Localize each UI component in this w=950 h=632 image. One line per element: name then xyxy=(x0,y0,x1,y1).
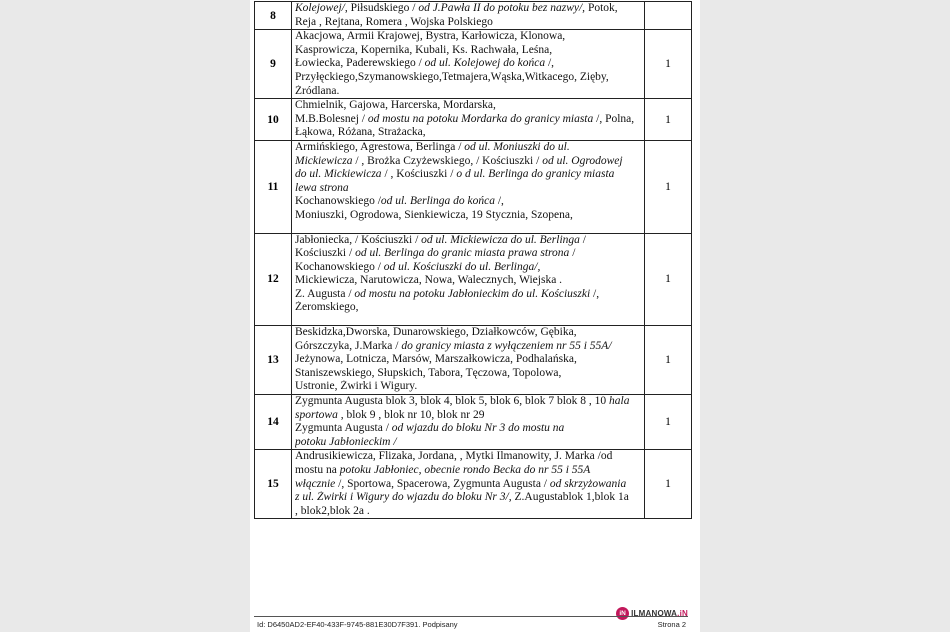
street-line xyxy=(295,195,641,209)
row-number: 9 xyxy=(255,30,292,99)
street-line xyxy=(295,85,641,99)
street-line xyxy=(295,409,641,423)
street-line xyxy=(295,450,641,464)
street-range-note: hala xyxy=(609,395,630,408)
street-names: /, xyxy=(545,57,555,70)
row-number: 14 xyxy=(255,395,292,450)
street-names: Chmielnik, Gajowa, Harcerska, Mordarska, xyxy=(295,99,496,112)
street-range-note: od ul. Kolejowej do końca xyxy=(424,57,546,70)
street-range-note: od ul. Ogrodowej xyxy=(542,154,623,167)
document-page xyxy=(250,0,700,632)
street-range-note: od ul. Berlinga do końca xyxy=(380,195,495,208)
street-range-note: do granicy miasta z wyłączeniem nr 55 i 55A/ xyxy=(401,339,612,352)
street-names: , blok 9 , blok nr 10, blok nr 29 xyxy=(337,408,485,421)
street-range-note: od mostu na potoku Jabłonieckim do ul. Kościuszki xyxy=(354,287,591,300)
row-count: 1 xyxy=(645,99,692,141)
row-number: 13 xyxy=(255,326,292,395)
street-names: / xyxy=(569,247,576,260)
street-range-note: od ul. Moniuszki do ul. xyxy=(464,140,570,153)
street-line xyxy=(295,57,641,71)
table-row xyxy=(255,99,692,141)
street-list xyxy=(292,2,645,30)
street-names: Górszczyka, J.Marka / xyxy=(295,339,402,352)
street-names: Zygmunta Augusta blok 3, blok 4, blok 5, blok 6, blok 7 blok 8 , 10 xyxy=(295,395,610,408)
row-count: 1 xyxy=(645,395,692,450)
street-names: Źródlana. xyxy=(295,84,340,97)
street-line xyxy=(295,464,641,478)
street-names: , blok2,blok 2a . xyxy=(295,504,370,517)
street-range-note: włącznie xyxy=(295,477,336,490)
street-line xyxy=(295,274,641,288)
street-range-note: Kolejowej/ xyxy=(295,2,345,14)
street-line xyxy=(295,234,641,248)
street-names: Reja , Rejtana, Romera , Wojska Polskiego xyxy=(295,15,493,28)
street-range-note: od ul. Berlinga do granic miasta prawa strona xyxy=(355,247,570,260)
street-names: Z.Augustablok 1,blok 1a xyxy=(511,491,629,504)
table-row xyxy=(255,2,692,30)
street-line xyxy=(295,505,641,519)
street-line xyxy=(295,491,641,505)
street-names: Andrusikiewicza, Flizaka, Jordana, , Mytki Ilmanowity, J. Marka /od xyxy=(295,450,613,463)
street-range-note: potoku Jabłonieckim / xyxy=(295,435,397,448)
street-range-note: Mickiewicza xyxy=(295,154,353,167)
street-names: Staniszewskiego, Słupskich, Tabora, Tęczowa, Topolowa, xyxy=(295,366,562,379)
row-count: 1 xyxy=(645,326,692,395)
street-list xyxy=(292,140,645,233)
table-row xyxy=(255,326,692,395)
street-names: Jeżynowa, Lotnicza, Marsów, Marszałkowicza, Podhalańska, xyxy=(295,353,577,366)
street-range-note: od wjazdu do bloku Nr 3 do mostu na xyxy=(391,422,565,435)
street-names: Kościuszki / xyxy=(295,247,356,260)
street-line xyxy=(295,168,641,182)
street-line xyxy=(295,141,641,155)
table-row xyxy=(255,140,692,233)
street-line xyxy=(295,353,641,367)
street-names: /, xyxy=(494,195,504,208)
row-count: 1 xyxy=(645,30,692,99)
street-names: Potok, xyxy=(585,2,618,14)
street-line xyxy=(295,422,641,436)
street-line xyxy=(295,478,641,492)
street-names: /, Polna, xyxy=(593,112,635,125)
row-number: 11 xyxy=(255,140,292,233)
watermark-logo xyxy=(616,607,688,620)
street-line xyxy=(295,99,641,113)
street-list xyxy=(292,233,645,326)
street-names: /, xyxy=(590,287,600,300)
page-number: Strona 2 xyxy=(657,620,686,629)
row-count xyxy=(645,2,692,30)
street-names: Z. Augusta / xyxy=(295,287,355,300)
street-names: Zygmunta Augusta / xyxy=(295,422,392,435)
street-range-note: od ul. Mickiewicza do ul. Berlinga xyxy=(421,233,580,246)
street-names: Moniuszki, Ogrodowa, Sienkiewicza, 19 Stycznia, Szopena, xyxy=(295,208,573,221)
street-line xyxy=(295,2,641,16)
footer-divider xyxy=(254,616,688,617)
street-range-note: lewa strona xyxy=(295,181,349,194)
street-names: /, Sportowa, Spacerowa, Zygmunta Augusta / xyxy=(335,477,550,490)
table-row xyxy=(255,395,692,450)
street-line xyxy=(295,436,641,450)
street-names: / xyxy=(579,233,586,246)
street-range-note: potoku Jabłoniec, obecnie rondo Becka do nr 55 i 55A xyxy=(339,464,591,476)
street-range-note: od J.Pawła II do potoku bez nazwy/, xyxy=(418,2,586,14)
street-names: Ustronie, Żwirki i Wigury. xyxy=(295,380,418,393)
street-names: Przyłęckiego,Szymanowskiego,Tetmajera,Wąska,Witkacego, Zięby, xyxy=(295,70,609,83)
row-number: 8 xyxy=(255,2,292,30)
street-table xyxy=(254,1,692,519)
street-names: , Piłsudskiego / xyxy=(344,2,419,14)
street-names: Kochanowskiego / xyxy=(295,195,381,208)
street-range-note: z ul. Żwirki i Wigury do wjazdu do bloku Nr 3/, xyxy=(295,491,512,504)
street-list xyxy=(292,30,645,99)
table-row xyxy=(255,233,692,326)
street-range-note: do ul. Mickiewicza xyxy=(295,168,382,181)
row-number: 12 xyxy=(255,233,292,326)
street-line xyxy=(295,182,641,196)
street-list xyxy=(292,99,645,141)
street-names: Beskidzka,Dworska, Dunarowskiego, Działkowców, Gębika, xyxy=(295,326,577,339)
street-names: Żeromskiego, xyxy=(295,301,359,314)
street-line xyxy=(295,288,641,302)
street-list xyxy=(292,450,645,519)
street-range-note: od mostu na potoku Mordarka do granicy miasta xyxy=(367,112,594,125)
table-row xyxy=(255,450,692,519)
street-line xyxy=(295,340,641,354)
street-names: M.B.Bolesnej / xyxy=(295,112,368,125)
spacer xyxy=(295,223,641,233)
logo-circle-icon: iN xyxy=(616,607,629,620)
row-count: 1 xyxy=(645,233,692,326)
row-count: 1 xyxy=(645,450,692,519)
street-names: Kasprowicza, Kopernika, Kubali, Ks. Rachwała, Leśna, xyxy=(295,43,553,56)
street-line xyxy=(295,30,641,44)
street-names: Jabłoniecka, / Kościuszki / xyxy=(295,233,422,246)
street-names: / , Brożka Czyżewskiego, / Kościuszki / xyxy=(352,154,543,167)
street-line xyxy=(295,247,641,261)
street-names: Armińskiego, Agrestowa, Berlinga / xyxy=(295,140,465,153)
street-names: mostu na xyxy=(295,464,340,476)
street-range-note: o d ul. Berlinga do granicy miasta xyxy=(456,168,615,181)
street-range-note: od ul. Kościuszki do ul. Berlinga/, xyxy=(383,260,541,273)
row-number: 15 xyxy=(255,450,292,519)
street-list xyxy=(292,395,645,450)
street-line xyxy=(295,380,641,394)
street-line xyxy=(295,16,641,30)
table-row xyxy=(255,30,692,99)
street-names: Kochanowskiego / xyxy=(295,260,384,273)
document-id: Id: D6450AD2-EF40-433F-9745-881E30D7F391. Podpisany xyxy=(257,620,458,629)
spacer xyxy=(295,315,641,325)
logo-text: ILMANOWA.iN xyxy=(631,609,688,618)
row-number: 10 xyxy=(255,99,292,141)
street-line xyxy=(295,113,641,127)
street-line xyxy=(295,367,641,381)
street-names: Łąkowa, Różana, Strażacka, xyxy=(295,126,426,139)
street-line xyxy=(295,155,641,169)
street-line xyxy=(295,126,641,140)
street-line xyxy=(295,261,641,275)
street-line xyxy=(295,71,641,85)
street-line xyxy=(295,209,641,223)
street-line xyxy=(295,301,641,315)
row-count: 1 xyxy=(645,140,692,233)
street-line xyxy=(295,326,641,340)
street-names: Mickiewicza, Narutowicza, Nowa, Walecznych, Wiejska . xyxy=(295,274,563,287)
street-list xyxy=(292,326,645,395)
street-range-note: od skrzyżowania xyxy=(549,477,627,490)
street-range-note: sportowa xyxy=(295,408,338,421)
street-names: / , Kościuszki / xyxy=(381,168,457,181)
street-line xyxy=(295,395,641,409)
street-names: Łowiecka, Paderewskiego / xyxy=(295,57,425,70)
street-names: Akacjowa, Armii Krajowej, Bystra, Karłowicza, Klonowa, xyxy=(295,30,566,43)
street-line xyxy=(295,44,641,58)
